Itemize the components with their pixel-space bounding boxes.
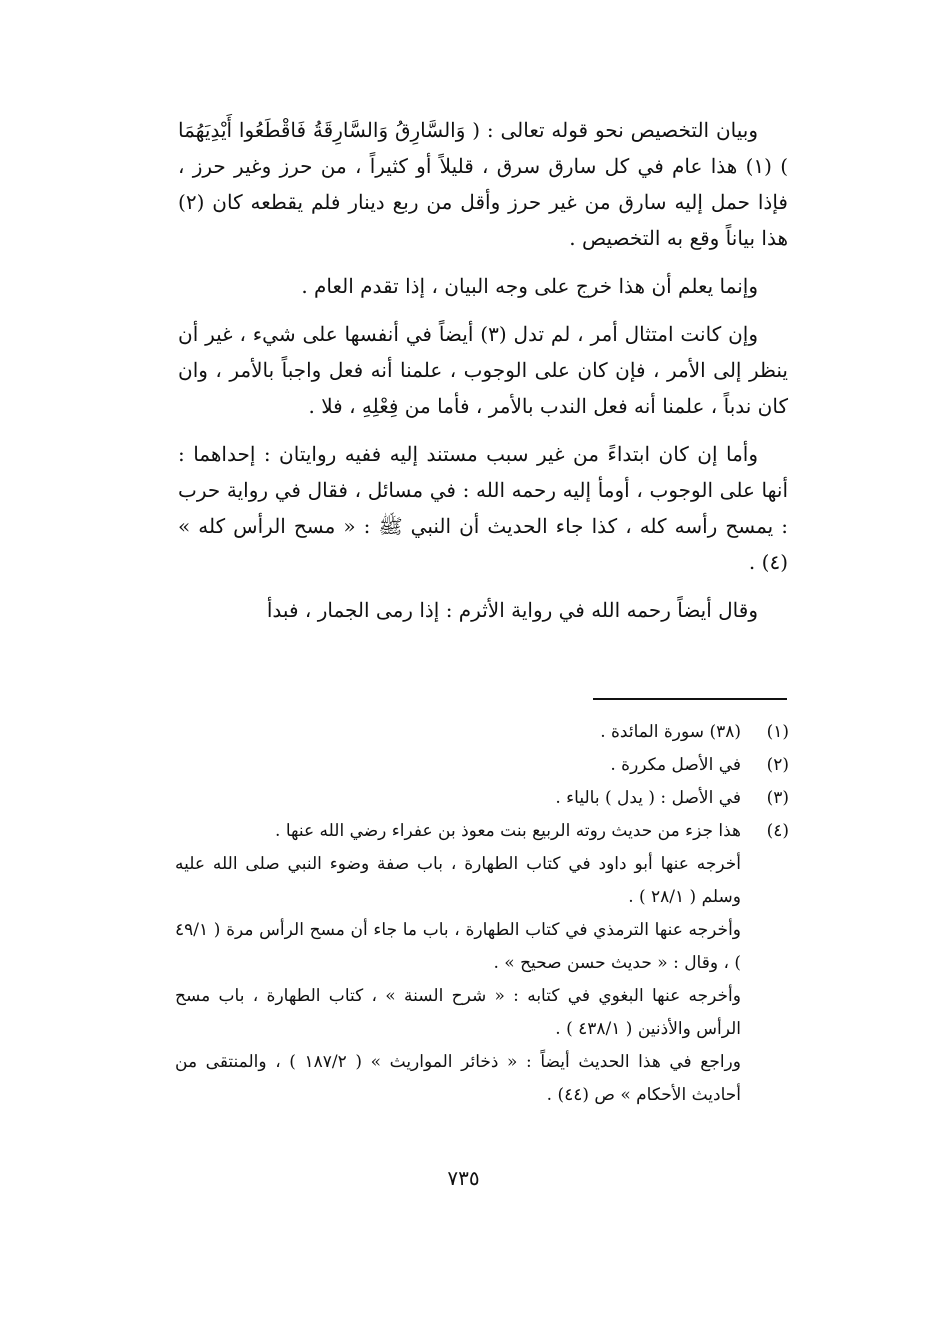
footnote-line: (٣٨) سورة المائدة . [600, 722, 741, 742]
footnote-text [175, 782, 741, 815]
footnote-line: أخرجه عنها أبو داود في كتاب الطهارة ، باب صفة وضوء النبي صلى الله عليه وسلم ( ٢٨/١ ) . [175, 854, 741, 907]
footnote-4 [175, 815, 789, 1112]
footnote-2 [175, 749, 789, 782]
footnote-line: وراجع في هذا الحديث أيضاً : « ذخائر المواريث » ( ١٨٧/٢ ) ، والمنتقى من أحاديث الأحكام » ص (٤٤) . [175, 1052, 741, 1105]
paragraph-1: وبيان التخصيص نحو قوله تعالى : ( وَالسَّارِقُ وَالسَّارِقَةُ فَاقْطَعُوا أَيْدِيَهُمَا ) (١) هذا عام في كل سارق سرق ، قليلاً أو كثيراً ، من حرز وغير حرز ، فإذا حمل إليه سارق من غير حرز وأقل من ربع دينار فلم يقطعه كان (٢) هذا بياناً وقع به التخصيص . [178, 118, 789, 250]
footnote-number: (٢) [766, 755, 789, 775]
footnote-3 [175, 782, 789, 815]
footnote-line: هذا جزء من حديث روته الربيع بنت معوذ بن عفراء رضي الله عنها . [275, 821, 741, 841]
footnote-line: في الأصل مكررة . [610, 755, 741, 775]
paragraph-4: وأما إن كان ابتداءً من غير سبب مستند إليه ففيه روايتان : إحداهما : أنها على الوجوب ، أومأ إليه رحمه الله : في مسائل ، فقال في رواية حرب : يمسح رأسه كله ، كذا جاء الحديث أن النبي ﷺ : « مسح الرأس كله » (٤) . [178, 442, 788, 574]
footnote-number: (٤) [766, 821, 789, 841]
footnotes [175, 716, 789, 1112]
footnote-line: في الأصل : ( يدل ) بالياء . [555, 788, 741, 808]
paragraph-2: وإنما يعلم أن هذا خرج على وجه البيان ، إذا تقدم العام . [301, 274, 758, 298]
footnote-line: وأخرجه عنها البغوي في كتابه : « شرح السنة » ، كتاب الطهارة ، باب مسح الرأس والأذنين ( ٤٣٨/١ ) . [175, 986, 741, 1039]
footnote-text [175, 749, 741, 782]
footnote-text [175, 815, 741, 1112]
page-number: ٧٣٥ [447, 1166, 480, 1190]
footnote-text [175, 716, 741, 749]
footnote-separator [593, 698, 787, 700]
footnote-number: (٣) [766, 788, 789, 808]
footnote-line: وأخرجه عنها الترمذي في كتاب الطهارة ، باب ما جاء أن مسح الرأس مرة ( ٤٩/١ ) ، وقال : « حديث حسن صحيح » . [175, 920, 741, 973]
footnote-1 [175, 716, 789, 749]
footnote-number: (١) [766, 722, 789, 742]
paragraph-5: وقال أيضاً رحمه الله في رواية الأثرم : إذا رمى الجمار ، فبدأ [266, 598, 758, 622]
main-text [178, 112, 788, 640]
paragraph-3: وإن كانت امتثال أمر ، لم تدل (٣) أيضاً في أنفسها على شيء ، غير أن ينظر إلى الأمر ، فإن كان على الوجوب ، علمنا أنه فعل واجباً بالأمر ، وان كان ندباً ، علمنا أنه فعل الندب بالأمر ، فأما من فِعْلِهِ ، فلا . [178, 322, 788, 418]
